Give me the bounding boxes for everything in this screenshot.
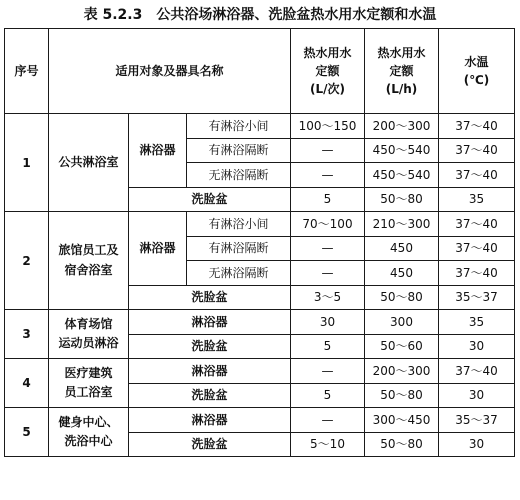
table-row: [5, 359, 515, 384]
group-no: 3: [5, 310, 49, 359]
sub-type: 有淋浴隔断: [187, 236, 291, 261]
group-object-line: 医疗建筑: [64, 365, 113, 380]
group-no: 2: [5, 212, 49, 310]
table-row: [5, 114, 515, 139]
header-object: 适用对象及器具名称: [49, 29, 291, 114]
table-row: [5, 212, 515, 237]
group-object-line: 宿舍浴室: [64, 262, 113, 277]
temp-value: 35～37: [439, 408, 515, 433]
header-per-hour: [365, 29, 439, 114]
device-name: 淋浴器: [129, 114, 187, 188]
device-name: 洗脸盆: [129, 187, 291, 212]
per-hour-value: 450～540: [365, 138, 439, 163]
per-hour-value: 210～300: [365, 212, 439, 237]
group-object-line: 健身中心、: [58, 414, 119, 429]
device-name: 洗脸盆: [129, 285, 291, 310]
header-per-use-line1: 热水用水: [303, 46, 352, 60]
per-use-value: 100～150: [291, 114, 365, 139]
per-use-value: —: [291, 408, 365, 433]
per-hour-value: 50～80: [365, 383, 439, 408]
group-object: [49, 212, 129, 310]
sub-type: 无淋浴隔断: [187, 261, 291, 286]
temp-value: 35: [439, 187, 515, 212]
group-object-line: 旅馆员工及: [58, 243, 119, 258]
per-use-value: —: [291, 359, 365, 384]
per-use-value: 5～10: [291, 432, 365, 457]
per-use-value: —: [291, 138, 365, 163]
temp-value: 30: [439, 432, 515, 457]
temp-value: 35: [439, 310, 515, 335]
device-name: 淋浴器: [129, 359, 291, 384]
device-name: 洗脸盆: [129, 334, 291, 359]
header-per-hour-line2: 定额: [389, 64, 414, 78]
per-hour-value: 450: [365, 236, 439, 261]
table-row: [5, 310, 515, 335]
device-name: 淋浴器: [129, 212, 187, 286]
per-hour-value: 200～300: [365, 359, 439, 384]
header-temp: [439, 29, 515, 114]
per-use-value: 70～100: [291, 212, 365, 237]
header-per-use: [291, 29, 365, 114]
temp-value: 37～40: [439, 261, 515, 286]
group-no: 4: [5, 359, 49, 408]
per-hour-value: 300: [365, 310, 439, 335]
per-hour-value: 300～450: [365, 408, 439, 433]
header-temp-line2: (℃): [463, 73, 490, 87]
device-name: 洗脸盆: [129, 432, 291, 457]
temp-value: 37～40: [439, 212, 515, 237]
sub-type: 无淋浴隔断: [187, 163, 291, 188]
per-hour-value: 50～80: [365, 187, 439, 212]
header-no: 序号: [5, 29, 49, 114]
per-hour-value: 50～80: [365, 285, 439, 310]
header-per-hour-line3: (L/h): [385, 82, 418, 96]
header-temp-line1: 水温: [464, 55, 489, 69]
header-per-hour-line1: 热水用水: [377, 46, 426, 60]
header-per-use-line2: 定额: [315, 64, 340, 78]
group-no: 5: [5, 408, 49, 457]
device-name: 淋浴器: [129, 310, 291, 335]
group-object-line: 员工浴室: [64, 385, 113, 399]
per-use-value: —: [291, 163, 365, 188]
group-object: [49, 359, 129, 408]
temp-value: 37～40: [439, 163, 515, 188]
temp-value: 37～40: [439, 114, 515, 139]
per-hour-value: 50～60: [365, 334, 439, 359]
per-use-value: 5: [291, 187, 365, 212]
group-object: [49, 408, 129, 457]
temp-value: 30: [439, 383, 515, 408]
sub-type: 有淋浴隔断: [187, 138, 291, 163]
group-object-line: 运动员淋浴: [58, 336, 119, 350]
header-row: [5, 29, 515, 114]
per-hour-value: 450～540: [365, 163, 439, 188]
per-use-value: —: [291, 261, 365, 286]
header-per-use-line3: (L/次): [310, 82, 345, 96]
group-object-line: 洗浴中心: [64, 434, 113, 448]
table-row: [5, 408, 515, 433]
per-hour-value: 50～80: [365, 432, 439, 457]
sub-type: 有淋浴小间: [187, 212, 291, 237]
per-use-value: 3～5: [291, 285, 365, 310]
per-use-value: 5: [291, 383, 365, 408]
per-hour-value: 450: [365, 261, 439, 286]
temp-value: 37～40: [439, 138, 515, 163]
group-object: [49, 310, 129, 359]
group-no: 1: [5, 114, 49, 212]
temp-value: 37～40: [439, 236, 515, 261]
group-object-line: 公共淋浴室: [58, 154, 119, 169]
per-use-value: 30: [291, 310, 365, 335]
group-object-line: 体育场馆: [64, 316, 113, 331]
device-name: 淋浴器: [129, 408, 291, 433]
sub-type: 有淋浴小间: [187, 114, 291, 139]
per-hour-value: 200～300: [365, 114, 439, 139]
temp-value: 37～40: [439, 359, 515, 384]
hot-water-quota-table: [4, 28, 515, 457]
group-object: [49, 114, 129, 212]
temp-value: 35～37: [439, 285, 515, 310]
device-name: 洗脸盆: [129, 383, 291, 408]
per-use-value: 5: [291, 334, 365, 359]
per-use-value: —: [291, 236, 365, 261]
temp-value: 30: [439, 334, 515, 359]
table-title: 表 5.2.3 公共浴场淋浴器、洗脸盆热水用水定额和水温: [83, 7, 437, 23]
